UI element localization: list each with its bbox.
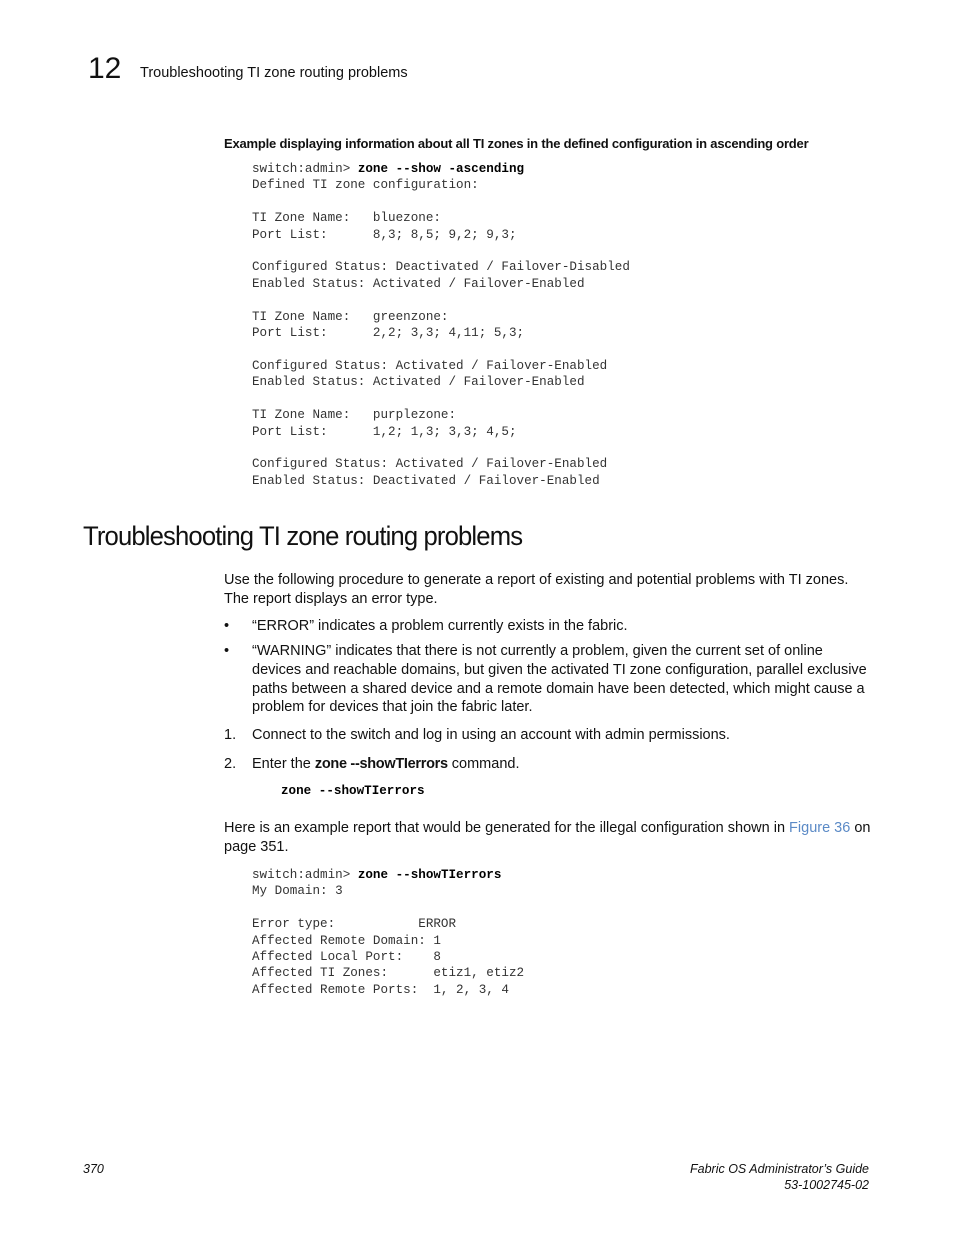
chapter-number: 12 — [88, 52, 122, 85]
code-prompt: switch:admin> — [252, 868, 358, 882]
footer-book-info — [690, 1162, 869, 1193]
example-heading: Example displaying information about all TI zones in the defined configuration in ascending order — [224, 136, 809, 151]
footer-book-title: Fabric OS Administrator’s Guide — [690, 1162, 869, 1176]
step-text-pre: Enter the — [252, 756, 315, 772]
bullet-marker: • — [224, 618, 230, 634]
bullet-text: “ERROR” indicates a problem currently exists in the fabric. — [252, 618, 628, 634]
footer-doc-number: 53-1002745-02 — [784, 1177, 869, 1192]
step-text: Connect to the switch and log in using an account with admin permissions. — [252, 727, 730, 743]
code-prompt: switch:admin> — [252, 162, 358, 176]
step-command: zone --showTIerrors — [314, 756, 448, 772]
code-command: zone --showTIerrors — [357, 868, 502, 882]
step-number: 1. — [224, 727, 237, 743]
example-text-pre: Here is an example report that would be generated for the illegal configuration shown in — [224, 820, 790, 836]
code-block-show-ascending — [252, 161, 630, 489]
intro-paragraph: Use the following procedure to generate a report of existing and potential problems with TI zones. The report displays an error type. — [224, 572, 849, 607]
code-output: Defined TI zone configuration: TI Zone Name: bluezone: Port List: 8,3; 8,5; 9,2; 9,3; Configured Status: Deactivated / Failover-Disabled Enabled Status: Activated / Failover-Enabled TI Zone Name: greenzone: Port List: 2,2; 3,3; 4,11; 5,3; Configured Status: Activated / Failover-Enabled Enabled Status: Activated / Failover-Enabled TI Zone Name: purplezone: Port List: 1,2; 1,3; 3,3; 4,5; Configured Status: Activated / Failover-Enabled Enabled Status: Deactivated / Failover-Enabled — [252, 178, 630, 488]
figure-link[interactable]: Figure 36 — [789, 820, 851, 836]
code-block-show-ti-errors — [252, 867, 524, 998]
code-command: zone --show -ascending — [357, 162, 525, 176]
running-header-title: Troubleshooting TI zone routing problems — [140, 65, 408, 81]
step-text — [252, 755, 870, 774]
example-text-post: on page 351. — [224, 820, 871, 855]
section-title: Troubleshooting TI zone routing problems — [83, 521, 523, 551]
footer-page-number: 370 — [83, 1162, 104, 1176]
example-paragraph — [224, 819, 874, 857]
bullet-marker: • — [224, 643, 230, 659]
step-text-post: command. — [447, 756, 520, 772]
step-number: 2. — [224, 756, 237, 772]
code-output: My Domain: 3 Error type: ERROR Affected Remote Domain: 1 Affected Local Port: 8 Affected TI Zones: etiz1, etiz2 Affected Remote Ports: 1, 2, 3, 4 — [252, 884, 525, 997]
code-block-command: zone --showTIerrors — [281, 784, 425, 798]
bullet-text: “WARNING” indicates that there is not currently a problem, given the current set of online devices and reachable domains, but given the activated TI zone configuration, parallel exclusive paths between a shared device and a remote domain have been detected, which might cause a problem for devices that join the fabric later. — [252, 643, 867, 716]
